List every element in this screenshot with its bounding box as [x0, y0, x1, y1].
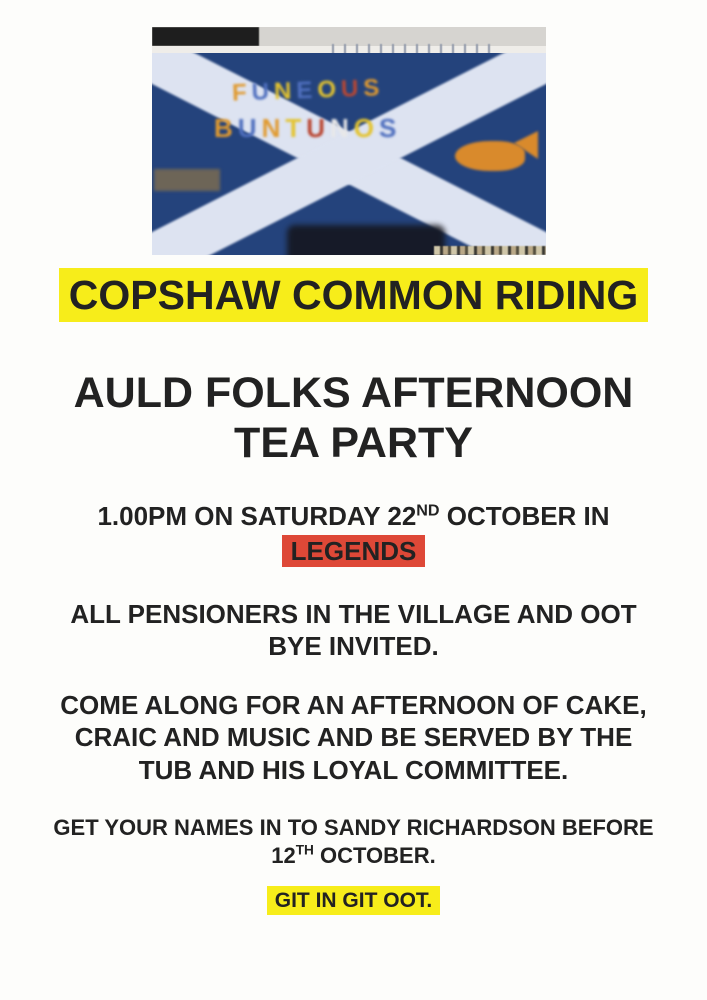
rsvp-day: 12 — [271, 843, 296, 869]
rsvp-line1: GET YOUR NAMES IN TO SANDY RICHARDSON BEFORE — [53, 815, 654, 841]
bunting-letters-row1 — [232, 74, 385, 107]
bunting-letter: E — [295, 76, 318, 105]
bunting-letter: B — [214, 113, 238, 143]
bunting-letter: T — [285, 113, 307, 143]
date-text-prefix: 1.00PM ON SATURDAY 22 — [97, 500, 417, 531]
date-ordinal-superscript: ND — [416, 501, 440, 520]
headline — [0, 369, 707, 469]
dark-banner-top — [152, 27, 259, 46]
venue-highlight: LEGENDS — [282, 535, 426, 567]
bunting-letter: N — [330, 113, 354, 143]
dark-object-left — [154, 169, 220, 191]
bunting-letter: S — [362, 74, 385, 103]
cluttered-shelf-strip — [434, 246, 546, 255]
title-line — [0, 272, 707, 319]
headline-line1: AULD FOLKS AFTERNOON — [73, 369, 634, 417]
rsvp-ordinal-superscript: TH — [295, 842, 314, 858]
pensioners-line1: ALL PENSIONERS IN THE VILLAGE AND OOT — [70, 598, 637, 629]
pensioners-line2: BYE INVITED. — [268, 631, 439, 662]
bunting-letter: U — [306, 113, 331, 143]
bunting-letters-row2 — [214, 113, 401, 144]
rsvp-text — [0, 814, 707, 870]
goldfish-tail — [514, 131, 538, 159]
bunting-letter: S — [379, 113, 402, 143]
bunting-letter: U — [237, 113, 262, 143]
footer-slogan: GIT IN GIT OOT. — [267, 886, 441, 915]
bunting-letter: O — [316, 75, 342, 104]
bunting-letter: F — [231, 78, 253, 107]
venue-line — [0, 535, 707, 568]
bunting-letter: U — [251, 78, 275, 106]
bunting-letter: U — [340, 75, 364, 103]
rsvp-month: OCTOBER. — [313, 843, 436, 869]
scotland-flag — [152, 53, 546, 255]
details-line3: TUB AND HIS LOYAL COMMITTEE. — [138, 754, 569, 785]
details-line1: COME ALONG FOR AN AFTERNOON OF CAKE, — [60, 689, 647, 720]
event-title: COPSHAW COMMON RIDING — [59, 268, 648, 322]
date-line — [0, 500, 707, 568]
saltire-flag-photo — [152, 27, 546, 255]
date-text-suffix: OCTOBER IN — [439, 500, 610, 531]
bunting-letter: N — [273, 77, 297, 106]
dark-object-bottom — [287, 225, 445, 255]
footer-line — [0, 889, 707, 913]
pensioners-text — [0, 598, 707, 663]
bunting-letter: N — [261, 113, 286, 143]
bunting-letter: O — [353, 113, 380, 143]
details-text — [0, 689, 707, 787]
details-line2: CRAIC AND MUSIC AND BE SERVED BY THE — [74, 722, 633, 753]
headline-line2: TEA PARTY — [234, 418, 473, 467]
rsvp-line2 — [0, 842, 707, 870]
